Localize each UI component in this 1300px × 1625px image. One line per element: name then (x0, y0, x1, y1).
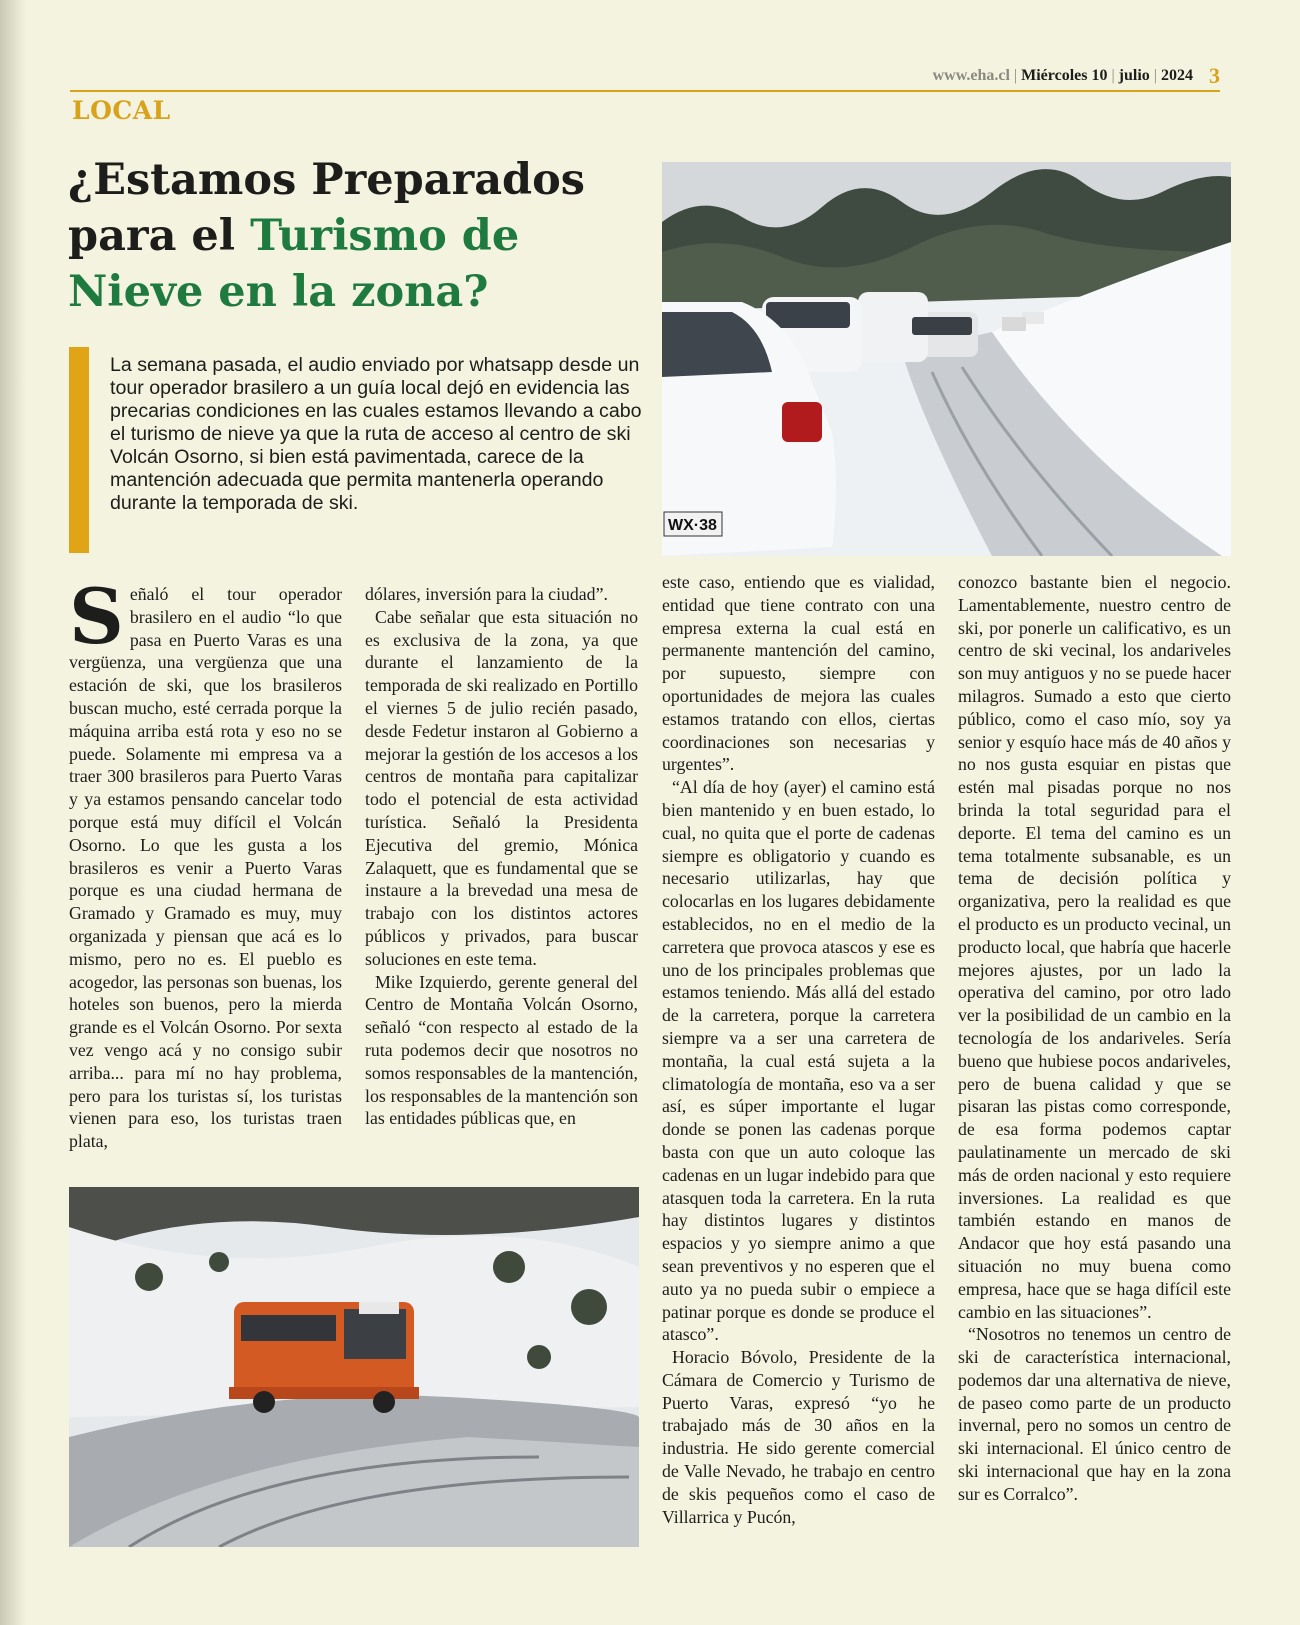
page-header (70, 62, 1220, 92)
headline-line2-green: Turismo de (250, 211, 520, 261)
article-column-3 (662, 571, 935, 1528)
section-label: LOCAL (72, 96, 171, 125)
headline-line2-black: para el (68, 211, 236, 261)
column-2-paragraph-1: dólares, inversión para la ciudad”. (365, 584, 608, 604)
column-4-paragraph-1: conozco bastante bien el negocio. Lamentablemente, nuestro centro de ski, por ponerle un calificativo, es un centro de ski vecinal, los andariveles son muy antiguos y no se puede hacer milagros. Sumado a esto que cierto público, como el caso mío, soy ya senior y esquío hace más de 40 años y no nos gusta esquiar en pistas que estén mal pisadas porque no nos brinda la total seguridad para el deporte. El tema del camino es un tema totalmente subsanable, es un tema de decisión política y organizativa, pero la realidad es que el producto es un producto vecinal, un producto local, que habría que hacerle mejores ajustes, por un lado la operativa del camino, por otro lado ver la posibilidad de un cambio en la tecnología de los andariveles. Sería bueno que hubiese pocos andariveles, pero de buena calidad y que se pisaran las pistas como corresponde, de esa forma podemos captar paulatinamente un mercado de ski más de orden nacional y esto requiere inversiones. La realidad es que también estando en manos de Andacor que hoy está pasando una situación no muy buena como empresa, hace que se haga difícil este cambio en las situaciones”. (958, 572, 1231, 1322)
article-headline (68, 152, 648, 320)
header-year: 2024 (1161, 67, 1193, 84)
article-lead: La semana pasada, el audio enviado por whatsapp desde un tour operador brasilero a un guía local dejó en evidencia las precarias condiciones en las cuales estamos llevando a cabo el turismo de nieve ya que la ruta de acceso al centro de ski Volcán Osorno, si bien está pavimentada, carece de la mantención adecuada que permita mantenerla operando durante la temporada de ski. (110, 354, 642, 514)
lead-accent-bar (69, 347, 89, 553)
site-url[interactable]: www.eha.cl (932, 67, 1010, 84)
article-column-1 (69, 572, 342, 1153)
column-2-paragraph-3: Mike Izquierdo, gerente general del Centro de Montaña Volcán Osorno, señaló “con respecto al estado de la ruta podemos decir que nosotros no somos responsables de la mantención, los responsables de la mantención son las entidades públicas que, en (365, 971, 638, 1129)
header-month: julio (1118, 67, 1150, 84)
header-separator: | (1153, 67, 1157, 84)
column-2-paragraph-2: Cabe señalar que esta situación no es exclusiva de la zona, ya que durante el lanzamiento de la temporada de ski realizado en Portillo el viernes 5 de julio recién pasado, desde Fedetur instaron al Gobierno a mejorar la gestión de los accesos a los centros de montaña para capitalizar todo el potencial de esta actividad turística. Señaló la Presidenta Ejecutiva del gremio, Mónica Zalaquett, que es fundamental que se instaure a la brevedad una mesa de trabajo con los distintos actores públicos y privados, para buscar soluciones en este tema. (365, 606, 638, 969)
article-column-4 (958, 571, 1231, 1506)
column-1-paragraph (69, 572, 342, 1153)
headline-line1: ¿Estamos Preparados (68, 155, 586, 205)
headline-line3-green: Nieve en la zona? (68, 267, 489, 317)
photo-orange-bus-snow (69, 1187, 639, 1547)
column-3-paragraph-1: este caso, entiendo que es vialidad, entidad que tiene contrato con una empresa externa la cual está en permanente mantención del camino, por supuesto, siempre con oportunidades de mejora las cuales estamos tratando con ellos, ciertas coordinaciones son necesarias y urgentes”. (662, 572, 935, 775)
column-4-paragraph-2: “Nosotros no tenemos un centro de ski de característica internacional, podemos dar una alternativa de nieve, de paseo como parte de un producto invernal, pero no somos un centro de ski internacional. El único centro de ski internacional que hay en la zona sur es Corralco”. (958, 1324, 1231, 1504)
header-separator: | (1013, 67, 1018, 84)
column-3-paragraph-3: Horacio Bóvolo, Presidente de la Cámara de Comercio y Turismo de Puerto Varas, expresó “yo he trabajado más de 30 años en la industria. He sido gerente comercial de Valle Nevado, he trabajo en centro de skis pequeños como el caso de Villarrica y Pucón, (662, 1347, 935, 1527)
column-3-paragraph-2: “Al día de hoy (ayer) el camino está bien mantenido y en buen estado, lo cual, no quita que el porte de cadenas siempre es obligatorio y cuando es necesario utilizarlas, hay que colocarlas en los lugares debidamente establecidos, no en el medio de la carretera que provoca atascos y ese es uno de los principales problemas que estamos teniendo. Más allá del estado de la carretera, porque la carretera siempre va a ser una carretera de montaña, la cual está sujeta a la climatología de montaña, eso va a ser así, es súper importante el lugar donde se ponen las cadenas porque basta con que un auto coloque las cadenas en un lugar indebido para que atasquen toda la carretera. En la ruta hay distintos lugares y distintos espacios y yo siempre animo a que sean preventivos y no esperen que el auto ya no pueda subir o empiece a patinar porque es donde se produce el atasco”. (662, 777, 935, 1345)
drop-cap: S (69, 572, 124, 661)
article-column-2 (365, 583, 638, 1130)
page-gutter-shadow (0, 0, 26, 1625)
header-day: Miércoles 10 (1021, 67, 1108, 84)
header-separator: | (1111, 67, 1115, 84)
page-number: 3 (1209, 63, 1220, 88)
photo-snow-road-cars (662, 162, 1231, 556)
column-1-text: eñaló el tour operador brasilero en el audio “lo que pasa en Puerto Varas es una vergüenza, una vergüenza que una estación de ski, que los brasileros buscan mucho, esté cerrada porque la máquina arriba está rota y eso no se puede. Solamente mi empresa va a traer 300 brasileros para Puerto Varas y ya estamos pensando cancelar todo porque está muy difícil el Volcán Osorno. Lo que les gusta a los brasileros es venir a Puerto Varas porque es una ciudad hermana de Gramado y Gramado es muy, muy organizada y piensan que acá es lo mismo, pero no es. El pueblo es acogedor, las personas son buenas, los hoteles son buenos, pero la mierda grande es el Volcán Osorno. Por sexta vez vengo acá y no consigo subir arriba... para mí no hay problema, pero para los turistas sí, los turistas vienen para eso, los turistas traen plata, (69, 584, 342, 1152)
car-plate: WX·38 (668, 517, 717, 534)
